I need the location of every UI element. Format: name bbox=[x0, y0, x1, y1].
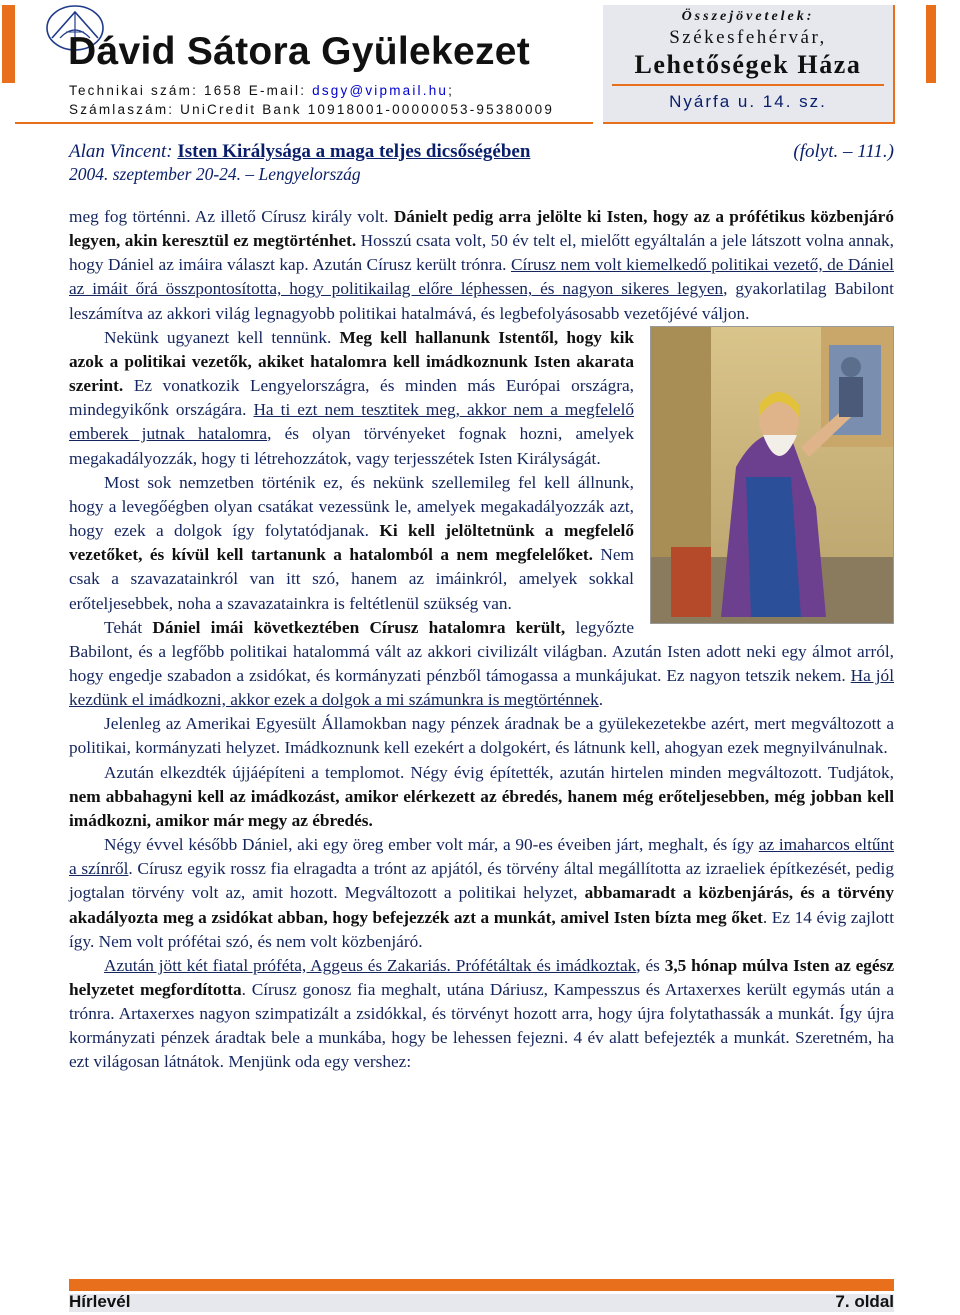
bold-run: Meg kell hallanunk Istentől, hogy kik azok a politikai vezetők, akiket hatalomra kell imádkoznunk Isten akarata szerint. bbox=[69, 327, 634, 396]
text-run: , és olyan törvényeket fognak hozni, amelyek megakadályozzák, hogy ti létrehozzátok, vagy terjesszétek Isten Királyságát. bbox=[69, 424, 634, 468]
text-run: Hosszú csata volt, 50 év telt el, mielőtt egyáltalán a jele látszott volna annak, hogy Dániel az imáira választ kap. Azután Círusz került trónra. bbox=[69, 231, 894, 275]
text-run: Most sok nemzetben történik ez, és nekünk szellemileg fel kell állnunk, hogy a levegőégben olyan csatákat vezessünk le, amelyek megakadályozzák azt, hogy ezek a dolgok így folytatódjanak. bbox=[69, 472, 634, 541]
text-run: Nekünk ugyanezt kell tennünk. bbox=[104, 327, 340, 347]
article-title: Isten Királysága a maga teljes dicsőségében bbox=[177, 141, 531, 162]
phone-label: Technikai szám: 1658 E-mail: bbox=[69, 83, 313, 98]
meetings-heading: Összejövetelek: bbox=[681, 9, 815, 24]
meetings-box bbox=[603, 5, 895, 124]
text-run: Tehát bbox=[104, 617, 153, 637]
article-date-place: 2004. szeptember 20-24. – Lengyelország bbox=[69, 164, 361, 184]
paragraph-8 bbox=[69, 954, 894, 1075]
underlined-run: Círusz nem volt kiemelkedő politikai vezető, de Dániel az imáit őrá összpontosította, hogy politikailag előre léphessen, és nagyon sikeres legyen bbox=[69, 255, 894, 299]
text-run: , és bbox=[636, 955, 665, 975]
text-run: Azután elkezdték újjáépíteni a templomot. Négy évig építették, azután hirtelen minden megváltozott. Tudjátok, bbox=[104, 762, 894, 782]
masthead-left-bar bbox=[2, 5, 15, 83]
daniel-praying-illustration bbox=[650, 326, 894, 624]
text-run: , gyakorlatilag Babilont leszámítva az akkori világ legnagyobb politikai hatalmává, és legbefolyásosabb vezetőjévé váljon. bbox=[69, 279, 894, 323]
masthead-right-bar bbox=[926, 5, 936, 83]
illustration-svg bbox=[651, 327, 893, 623]
paragraph-4 bbox=[69, 616, 894, 713]
article-author: Alan Vincent: bbox=[69, 141, 178, 162]
bold-run: abbamaradt a közbenjárás, és a törvény akadályozta meg a zsidókat abban, hogy befejezzék azt a munkát, amivel Isten bízta meg őket bbox=[69, 883, 894, 927]
text-run: Nem csak a szavazatainkról van itt szó, hanem az imáinkról, amelyek sokkal erőteljesebbek, noha a szavazatainkra is feltétlenül szükség van. bbox=[69, 545, 634, 613]
text-run: . Ez 14 évig zajlott így. Nem volt prófétai szó, és nem volt közbenjáró. bbox=[69, 907, 894, 951]
text-run: Négy évvel később Dániel, aki egy öreg ember volt már, a 90-es éveiben járt, meghalt, és így bbox=[104, 835, 759, 855]
meetings-address: Nyárfa u. 14. sz. bbox=[669, 92, 827, 111]
meetings-venue: Lehetőségek Háza bbox=[634, 50, 862, 79]
text-run: . Círusz gonosz fia meghalt, utána Dáriusz, Kampesszus és Artaxerxes került egymás után a trónra. Artaxerxes nagyon szimpatizált a zsidókkal, és törvényt hozott arra, hogy újra folytathassák a munkát. Így újra kormányzati pénzek áradtak bele a munkába, hogy be lehessen fejezni. 4 év alatt befejezték a munkát. Szeretném, ha ezt világosan látnátok. Menjünk oda egy vershez: bbox=[69, 980, 894, 1072]
bold-run: nem abbahagyni kell az imádkozást, amikor elérkezett az ébredés, hanem még erőteljesebben, még jobban kell imádkozni, amikor már megy az ébredés. bbox=[69, 786, 894, 830]
text-run: . bbox=[598, 690, 604, 710]
text-run: Ez vonatkozik Lengyelországra, és minden más Európai országra, mindegyikőnk országára. bbox=[69, 376, 634, 420]
underlined-run: Ha jól kezdünk el imádkozni, akkor ezek a dolgok a mi számunkra is megtörténnek bbox=[69, 665, 894, 710]
article-byline bbox=[69, 141, 894, 163]
contact-line-phone-email bbox=[69, 83, 454, 98]
text-run: . Círusz egyik rossz fia elragadta a trónt az apjától, és törvény által megállította az izraeliek építkezését, pedig jogtalan törvény volt az, amit hozott. Megváltozott a politikai helyzet, bbox=[69, 859, 894, 903]
paragraph-7 bbox=[69, 833, 894, 954]
bold-run: Dánielt pedig arra jelölte ki Isten, hogy az a prófétikus közbenjáró legyen, akin keresztül ez megtörténhet. bbox=[69, 207, 894, 251]
bold-run: Ki kell jelöltetnünk a megfelelő vezetőket, és kívül kell tartanunk a hatalomból a nem megfelelőket. bbox=[69, 521, 634, 565]
contact-separator: ; bbox=[448, 83, 455, 98]
contact-line-bank-account: Számlaszám: UniCredit Bank 10918001-00000053-95380009 bbox=[69, 102, 555, 117]
paragraph-1 bbox=[69, 205, 894, 326]
meetings-rule bbox=[612, 84, 884, 86]
footer-bar bbox=[69, 1294, 894, 1312]
meetings-city: Székesfehérvár, bbox=[669, 27, 827, 48]
text-run: meg fog történni. Az illető Círusz király volt. bbox=[69, 207, 394, 226]
article-continuation: (folyt. – 111.) bbox=[793, 141, 894, 162]
underlined-run: Azután jött két fiatal próféta, Aggeus és Zakariás. Prófétáltak és imádkoztak bbox=[104, 955, 637, 975]
footer-newsletter-label: Hírlevél bbox=[69, 1292, 131, 1311]
text-run: legyőzte Babilont, és a legfőbb politikai hatalommá vált az akkori civilizált világban. Azután Isten adott neki egy álmot arról, hogy engedje szabadon a zsidókat, és kormányzati pénzből támogassa a munkájukat. Ez nagyon tetszik nekem. bbox=[69, 617, 894, 685]
paragraph-5: Jelenleg az Amerikai Egyesült Államokban nagy pénzek áradnak be a gyülekezetekbe azért, mert megváltozott a politikai, kormányzati helyzet. Imádkoznunk kell ezekért a dolgokért, és látnunk kell, ahogyan ezek megnyilvánulnak. bbox=[69, 714, 894, 758]
underlined-run: Ha ti ezt nem tesztitek meg, akkor nem a megfelelő emberek jutnak hatalomra bbox=[69, 400, 635, 444]
underlined-run: az imaharcos eltűnt a színről bbox=[69, 835, 894, 879]
footer-rule bbox=[69, 1279, 894, 1291]
paragraph-6 bbox=[69, 761, 894, 833]
email-link[interactable]: dsgy@vipmail.hu bbox=[312, 83, 449, 98]
bold-run: 3,5 hónap múlva Isten az egész helyzetet megfordította bbox=[69, 955, 894, 999]
article-body bbox=[69, 205, 894, 1075]
bold-run: Dániel imái következtében Círusz hatalomra került, bbox=[152, 617, 566, 637]
footer-page-number: 7. oldal bbox=[835, 1292, 894, 1311]
masthead-rule bbox=[15, 122, 593, 124]
newsletter-title: Dávid Sátora Gyülekezet bbox=[68, 30, 531, 73]
